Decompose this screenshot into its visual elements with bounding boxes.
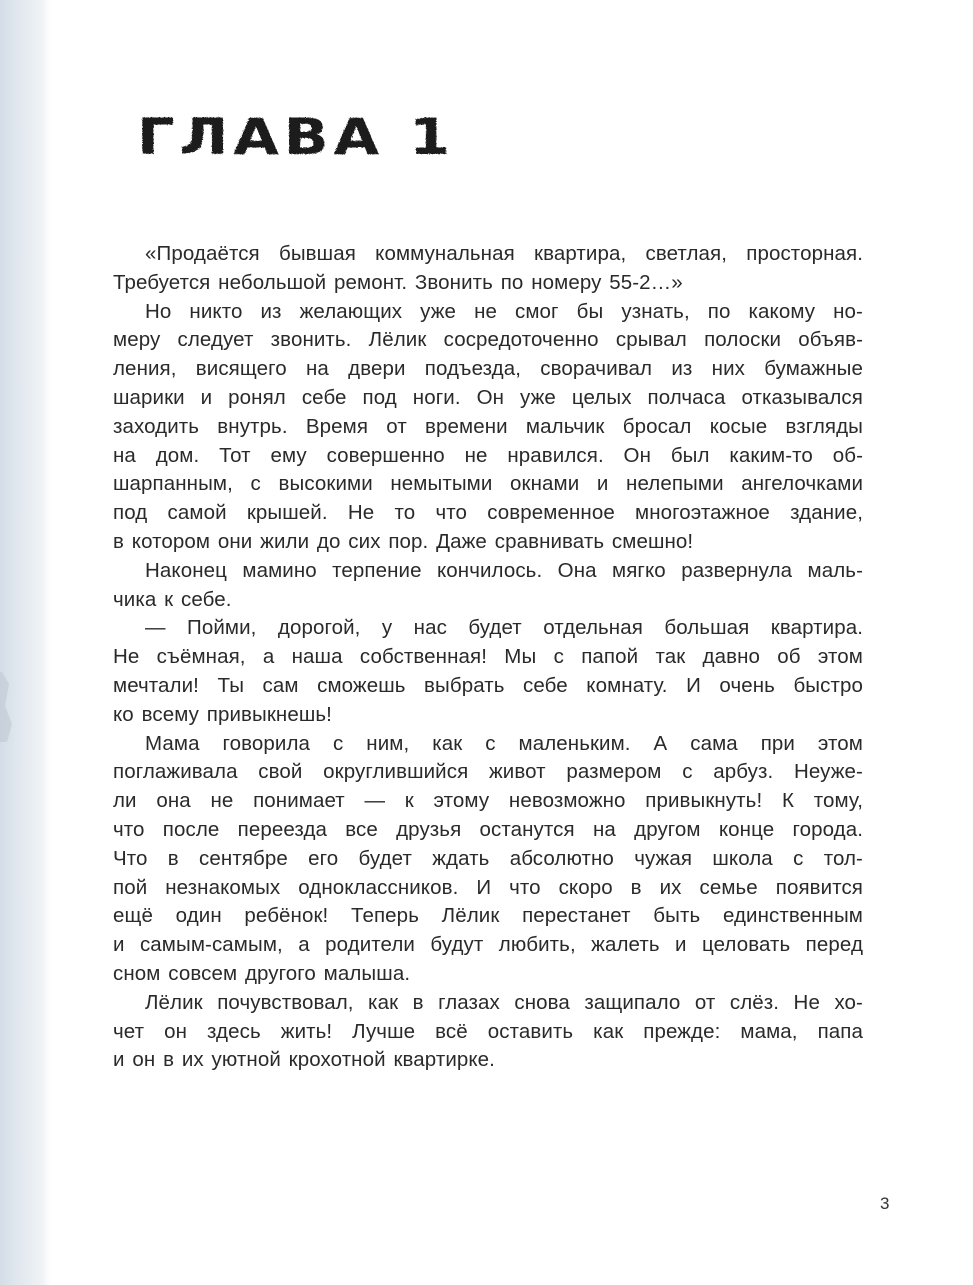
paragraph [113,557,863,615]
chapter-heading [137,96,467,176]
paragraph [113,614,863,729]
chapter-heading-art [137,96,467,176]
text-line: под самой крышей. Не то что современное многоэтажное здание, [113,501,863,525]
text-line: Мама говорила с ним, как с маленьким. А сама при этом [145,731,863,755]
text-line: мечтали! Ты сам сможешь выбрать себе комнату. И очень быстро [113,673,863,697]
text-line: чет он здесь жить! Лучше всё оставить как прежде: мама, папа [113,1019,863,1043]
text-line: чика к себе. [113,587,232,611]
text-line: ления, висящего на двери подъезда, сворачивал из них бумажные [113,357,863,381]
text-line: Наконец мамино терпение кончилось. Она мягко развернула маль- [145,558,863,582]
paragraph [113,730,863,989]
paragraph [113,298,863,557]
text-line: ещё один ребёнок! Теперь Лёлик перестанет быть единственным [113,904,863,928]
text-line: сном совсем другого малыша. [113,961,411,985]
text-line: Не съёмная, а наша собственная! Мы с папой так давно об этом [113,645,863,669]
page-number: 3 [880,1194,890,1213]
paragraph [113,989,863,1075]
chapter-body-text [113,240,863,1075]
text-line: поглаживала свой округлившийся живот размером с арбуз. Неуже- [113,760,863,784]
text-line: Лёлик почувствовал, как в глазах снова защипало от слёз. Не хо- [145,990,863,1014]
text-line: в котором они жили до сих пор. Даже сравнивать смешно! [113,529,694,553]
text-line: ли она не понимает — к этому невозможно привыкнуть! К тому, [113,789,863,813]
text-line: — Пойми, дорогой, у нас будет отдельная большая квартира. [145,616,863,640]
text-line: Что в сентябре его будет ждать абсолютно чужая школа с тол- [113,846,863,870]
text-line: меру следует звонить. Лёлик сосредоточенно срывал полоски объяв- [113,328,863,352]
paragraph [113,240,863,298]
text-line: ко всему привыкнешь! [113,702,332,726]
text-line: и он в их уютной крохотной квартирке. [113,1048,495,1072]
text-line: шарпанным, с высокими немытыми окнами и нелепыми ангелочками [113,472,863,496]
chapter-title: ГЛАВА 1 [137,108,455,166]
text-line: что после переезда все друзья останутся на другом конце города. [113,817,863,841]
text-line: Требуется небольшой ремонт. Звонить по номеру 55-2…» [113,270,683,294]
text-line: на дом. Тот ему совершенно не нравился. Он был каким-то об- [113,443,863,467]
text-line: заходить внутрь. Время от времени мальчик бросал косые взгляды [113,414,863,438]
text-line: шарики и ронял себе под ноги. Он уже целых полчаса отказывался [113,385,863,409]
book-spine-edge [0,0,54,1285]
text-line: и самым-самым, а родители будут любить, жалеть и целовать перед [113,933,863,957]
spine-scuff-mark [0,672,22,742]
text-line: пой незнакомых одноклассников. И что скоро в их семье появится [113,875,863,899]
text-line: «Продаётся бывшая коммунальная квартира, светлая, просторная. [145,242,863,265]
text-line: Но никто из желающих уже не смог бы узнать, по какому но- [145,299,863,323]
